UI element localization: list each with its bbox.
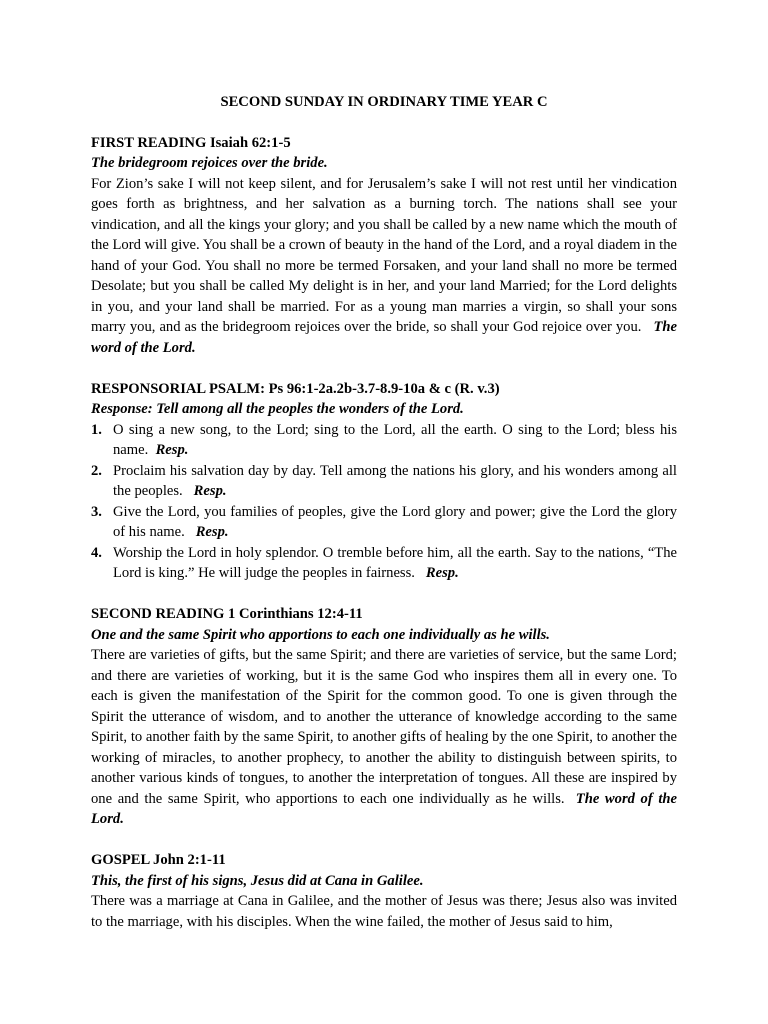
psalm-verse-number: 2. <box>91 462 102 479</box>
psalm-resp-label: Resp. <box>195 524 229 540</box>
first-reading-body: For Zion’s sake I will not keep silent, and for Jerusalem’s sake I will not rest until her vindication goes forth as brightness, and her salvation as a burning torch. The nations shall see your vindication, and all the kings your glory; and you shall be called by a new name which the mouth of the Lord will give. You shall be a crown of beauty in the hand of the Lord, and a royal diadem in the hand of your God. You shall no more be termed Forsaken, and your land shall no more be termed Desolate; but you shall be called My delight is in her, and your land Married; for the Lord delights in you, and your land shall be married. For as a young man marries a virgin, so shall your sons marry you, and as the bridegroom rejoices over the bride, so shall your God rejoice over you. <box>91 175 677 335</box>
second-reading-text <box>91 645 677 830</box>
first-reading-subtitle: The bridegroom rejoices over the bride. <box>91 155 328 171</box>
first-reading-closing: The word of the Lord. <box>91 319 677 356</box>
psalm-verse-number: 3. <box>91 503 102 520</box>
psalm-verse-list <box>91 420 677 584</box>
psalm-verse-text: Proclaim his salvation day by day. Tell among the nations his glory, and his wonders among all the peoples. <box>113 462 677 499</box>
psalm-verse-text: O sing a new song, to the Lord; sing to the Lord, all the earth. O sing to the Lord; bless his name. <box>113 421 677 458</box>
first-reading-text <box>91 174 677 359</box>
gospel-text: There was a marriage at Cana in Galilee, and the mother of Jesus was there; Jesus also was invited to the marriage, with his disciples. When the wine failed, the mother of Jesus said to him, <box>91 893 677 930</box>
psalm-verse <box>91 502 677 543</box>
gospel-subtitle: This, the first of his signs, Jesus did at Cana in Galilee. <box>91 872 424 889</box>
second-reading-closing: The word of the Lord. <box>91 790 677 827</box>
second-reading-section <box>91 604 677 830</box>
gospel-heading: GOSPEL John 2:1-11 <box>91 852 226 868</box>
first-reading-section <box>91 133 677 359</box>
psalm-verse <box>91 461 677 502</box>
psalm-verse-number: 1. <box>91 421 102 438</box>
page-title: SECOND SUNDAY IN ORDINARY TIME YEAR C <box>220 94 548 110</box>
first-reading-heading: FIRST READING Isaiah 62:1-5 <box>91 134 291 151</box>
psalm-resp-label: Resp. <box>425 565 459 581</box>
gospel-section <box>91 850 677 932</box>
psalm-resp-label: Resp. <box>155 442 189 458</box>
second-reading-body: There are varieties of gifts, but the same Spirit; and there are varieties of service, but the same Lord; and there are varieties of working, but it is the same God who inspires them all in every one. To each is given the manifestation of the Spirit for the common good. To one is given through the Spirit the utterance of wisdom, and to another the utterance of knowledge according to the same Spirit, to another faith by the same Spirit, to another gifts of healing by the one Spirit, to another the working of miracles, to another prophecy, to another the ability to distinguish between spirits, to another various kinds of tongues, to another the interpretation of tongues. All these are inspired by one and the same Spirit, who apportions to each one individually as he wills. <box>91 647 677 807</box>
psalm-verse-text: Worship the Lord in holy splendor. O tremble before him, all the earth. Say to the nations, “The Lord is king.” He will judge the peoples in fairness. <box>113 544 677 581</box>
psalm-section <box>91 379 677 584</box>
psalm-response: Response: Tell among all the peoples the wonders of the Lord. <box>91 401 464 417</box>
psalm-verse <box>91 420 677 461</box>
psalm-resp-label: Resp. <box>193 483 227 499</box>
second-reading-heading: SECOND READING 1 Corinthians 12:4-11 <box>91 606 363 622</box>
psalm-verse-text: Give the Lord, you families of peoples, give the Lord glory and power; give the Lord the glory of his name. <box>113 503 677 540</box>
psalm-verse <box>91 543 677 584</box>
psalm-verse-number: 4. <box>91 544 102 561</box>
second-reading-subtitle: One and the same Spirit who apportions to each one individually as he wills. <box>91 626 550 643</box>
psalm-heading: RESPONSORIAL PSALM: Ps 96:1-2a.2b-3.7-8.9-10a & c (R. v.3) <box>91 380 500 397</box>
